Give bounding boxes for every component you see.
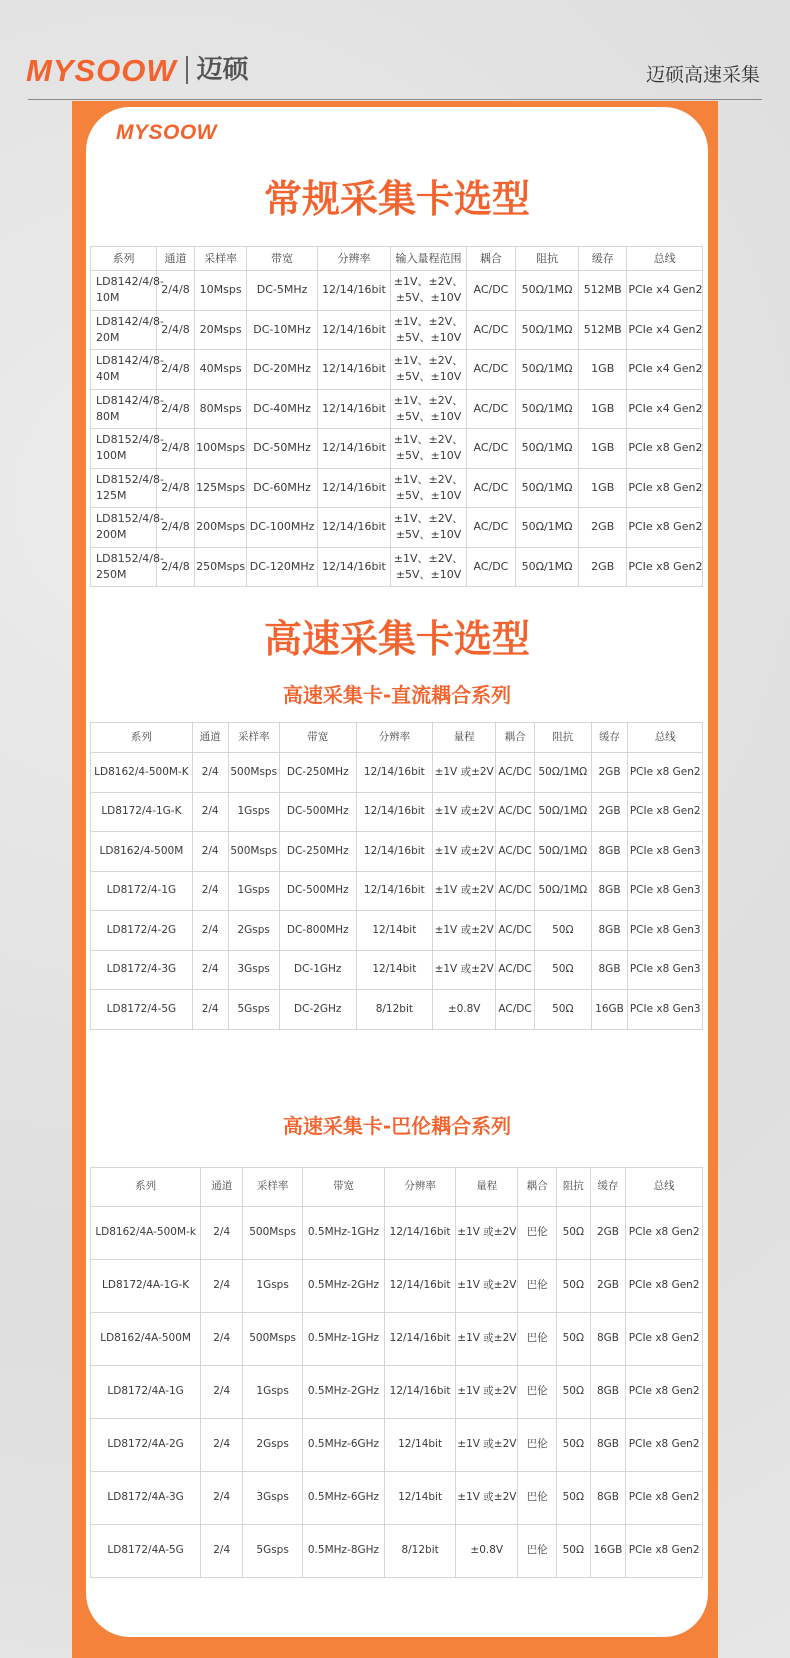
column-header: 通道 — [192, 723, 228, 753]
table-row — [91, 1260, 703, 1313]
column-header: 系列 — [91, 1168, 201, 1207]
table-cell: LD8172/4A-2G — [91, 1419, 201, 1472]
table-cell: 12/14/16bit — [317, 547, 390, 587]
table-cell: PCIe x8 Gen2 — [627, 468, 703, 508]
table-cell: LD8142/4/8-80M — [91, 389, 157, 429]
column-header: 采样率 — [228, 723, 279, 753]
card-logo: MYSOOW — [116, 121, 217, 144]
table-cell: 500Msps — [228, 832, 279, 872]
column-header: 系列 — [91, 247, 157, 271]
table-cell: DC-40MHz — [247, 389, 317, 429]
column-header: 耦合 — [518, 1168, 557, 1207]
table-cell: 8GB — [591, 911, 628, 951]
table-cell: AC/DC — [466, 429, 515, 469]
column-header: 采样率 — [243, 1168, 303, 1207]
table-cell: 50Ω/1MΩ — [534, 871, 591, 911]
table-cell: 2/4/8 — [157, 389, 195, 429]
table-cell: 5Gsps — [243, 1525, 303, 1578]
table-row — [91, 429, 703, 469]
table-cell: PCIe x8 Gen3 — [628, 950, 703, 990]
table-cell: DC-20MHz — [247, 350, 317, 390]
table-cell: 50Ω — [557, 1207, 591, 1260]
table-cell: LD8172/4-5G — [91, 990, 193, 1030]
table-cell: 12/14/16bit — [317, 350, 390, 390]
table-cell: 12/14/16bit — [384, 1313, 455, 1366]
table-cell: 2GB — [590, 1260, 626, 1313]
table-cell: 512MB — [579, 271, 627, 311]
column-header: 分辨率 — [384, 1168, 455, 1207]
table-cell: 2/4 — [192, 832, 228, 872]
table-cell: 2Gsps — [228, 911, 279, 951]
table-cell: AC/DC — [496, 990, 535, 1030]
table-cell: PCIe x8 Gen2 — [626, 1260, 703, 1313]
table-cell: 200Msps — [194, 508, 246, 548]
table-cell: LD8142/4/8-10M — [91, 271, 157, 311]
table-cell: 2/4 — [201, 1525, 243, 1578]
table-cell: 50Ω — [534, 990, 591, 1030]
table-cell: 2/4 — [201, 1419, 243, 1472]
t2-header-row — [91, 723, 703, 753]
table-cell: 10Msps — [194, 271, 246, 311]
table-cell: LD8172/4-3G — [91, 950, 193, 990]
table-cell: 12/14bit — [356, 950, 433, 990]
table-cell: AC/DC — [496, 832, 535, 872]
table-cell: ±0.8V — [456, 1525, 518, 1578]
table-cell: 8GB — [591, 950, 628, 990]
column-header: 通道 — [201, 1168, 243, 1207]
table-cell: ±1V、±2V、±5V、±10V — [391, 271, 467, 311]
table-cell: 12/14/16bit — [356, 792, 433, 832]
table-cell: PCIe x4 Gen2 — [627, 389, 703, 429]
table-cell: 2/4/8 — [157, 508, 195, 548]
table-cell: 2/4 — [201, 1366, 243, 1419]
table-row — [91, 1313, 703, 1366]
table-cell: 12/14/16bit — [317, 271, 390, 311]
table-cell: 8GB — [590, 1419, 626, 1472]
table-cell: LD8152/4/8-250M — [91, 547, 157, 587]
table-row — [91, 1419, 703, 1472]
table-cell: 50Ω — [557, 1472, 591, 1525]
column-header: 带宽 — [279, 723, 356, 753]
table-cell: AC/DC — [466, 350, 515, 390]
table-cell: 40Msps — [194, 350, 246, 390]
column-header: 耦合 — [466, 247, 515, 271]
column-header: 输入量程范围 — [391, 247, 467, 271]
table-cell: LD8172/4-1G-K — [91, 792, 193, 832]
table-cell: 12/14/16bit — [384, 1207, 455, 1260]
table-cell: 50Ω — [557, 1313, 591, 1366]
table-cell: LD8152/4/8-200M — [91, 508, 157, 548]
table-cell: AC/DC — [496, 792, 535, 832]
table-cell: 50Ω — [557, 1525, 591, 1578]
table-cell: ±1V、±2V、±5V、±10V — [391, 429, 467, 469]
table-cell: 2GB — [579, 547, 627, 587]
table-cell: 3Gsps — [243, 1472, 303, 1525]
table-cell: 1Gsps — [228, 871, 279, 911]
table-row — [91, 950, 703, 990]
table-cell: 0.5MHz-8GHz — [303, 1525, 385, 1578]
table-cell: LD8152/4/8-125M — [91, 468, 157, 508]
table-cell: 12/14/16bit — [384, 1260, 455, 1313]
table-cell: PCIe x8 Gen2 — [626, 1207, 703, 1260]
table-cell: 2/4 — [192, 792, 228, 832]
table-cell: LD8172/4-2G — [91, 911, 193, 951]
table-cell: 2/4/8 — [157, 429, 195, 469]
table-cell: AC/DC — [496, 871, 535, 911]
column-header: 分辨率 — [356, 723, 433, 753]
table-cell: PCIe x8 Gen2 — [626, 1472, 703, 1525]
table-cell: 2GB — [579, 508, 627, 548]
table-cell: DC-50MHz — [247, 429, 317, 469]
column-header: 系列 — [91, 723, 193, 753]
section3-subtitle: 高速采集卡-巴伦耦合系列 — [282, 1114, 512, 1138]
table-cell: 0.5MHz-1GHz — [303, 1207, 385, 1260]
table-cell: 2/4/8 — [157, 310, 195, 350]
table-cell: AC/DC — [466, 271, 515, 311]
table-cell: 0.5MHz-2GHz — [303, 1260, 385, 1313]
table-cell: PCIe x8 Gen2 — [626, 1525, 703, 1578]
table-cell: 2/4 — [201, 1472, 243, 1525]
column-header: 耦合 — [496, 723, 535, 753]
table-cell: AC/DC — [496, 753, 535, 793]
table-cell: 2GB — [591, 753, 628, 793]
table-cell: LD8172/4A-1G — [91, 1366, 201, 1419]
table-cell: 巴伦 — [518, 1207, 557, 1260]
table-cell: ±1V 或±2V — [456, 1472, 518, 1525]
table-cell: PCIe x8 Gen2 — [627, 547, 703, 587]
brand-logo — [26, 52, 249, 88]
table-cell: 50Ω — [557, 1419, 591, 1472]
table-cell: ±1V 或±2V — [433, 832, 496, 872]
table-cell: LD8172/4A-1G-K — [91, 1260, 201, 1313]
table-cell: 8GB — [590, 1313, 626, 1366]
table-cell: 12/14/16bit — [384, 1366, 455, 1419]
table-cell: 50Ω/1MΩ — [516, 350, 579, 390]
table-cell: 巴伦 — [518, 1525, 557, 1578]
table-row — [91, 1207, 703, 1260]
table-cell: 巴伦 — [518, 1472, 557, 1525]
table-cell: AC/DC — [466, 547, 515, 587]
table-row — [91, 1525, 703, 1578]
table-cell: 0.5MHz-2GHz — [303, 1366, 385, 1419]
header-title: 迈硕高速采集 — [645, 64, 760, 86]
table-cell: 2/4 — [192, 911, 228, 951]
table-row — [91, 792, 703, 832]
table-cell: PCIe x4 Gen2 — [627, 350, 703, 390]
table-cell: DC-100MHz — [247, 508, 317, 548]
column-header: 阻抗 — [516, 247, 579, 271]
table-cell: 8/12bit — [384, 1525, 455, 1578]
table-row — [91, 350, 703, 390]
table-cell: PCIe x8 Gen2 — [626, 1366, 703, 1419]
table-cell: AC/DC — [466, 508, 515, 548]
table-cell: LD8172/4-1G — [91, 871, 193, 911]
table-cell: ±1V 或±2V — [456, 1419, 518, 1472]
table-cell: PCIe x8 Gen2 — [626, 1419, 703, 1472]
table-cell: ±1V 或±2V — [456, 1366, 518, 1419]
table-cell: 16GB — [590, 1525, 626, 1578]
table-cell: DC-60MHz — [247, 468, 317, 508]
table-cell: DC-500MHz — [279, 871, 356, 911]
table-regular-cards — [90, 246, 703, 587]
table-cell: AC/DC — [496, 950, 535, 990]
table-cell: 巴伦 — [518, 1313, 557, 1366]
table-cell: LD8142/4/8-40M — [91, 350, 157, 390]
table-cell: PCIe x8 Gen3 — [628, 990, 703, 1030]
table-cell: 12/14/16bit — [317, 508, 390, 548]
table-row — [91, 871, 703, 911]
table-row — [91, 468, 703, 508]
table-cell: 50Ω/1MΩ — [534, 753, 591, 793]
section1-title: 常规采集卡选型 — [263, 177, 530, 221]
table-cell: PCIe x8 Gen3 — [628, 871, 703, 911]
table-cell: 50Ω — [557, 1366, 591, 1419]
table-row — [91, 547, 703, 587]
table-cell: AC/DC — [466, 389, 515, 429]
table-cell: DC-10MHz — [247, 310, 317, 350]
table-cell: 巴伦 — [518, 1260, 557, 1313]
column-header: 量程 — [433, 723, 496, 753]
column-header: 带宽 — [247, 247, 317, 271]
table-cell: 50Ω — [557, 1260, 591, 1313]
table-cell: 2/4 — [192, 990, 228, 1030]
column-header: 缓存 — [590, 1168, 626, 1207]
column-header: 阻抗 — [557, 1168, 591, 1207]
table-cell: ±0.8V — [433, 990, 496, 1030]
table-cell: 500Msps — [243, 1313, 303, 1366]
brand-logo-cn: 迈硕 — [196, 55, 249, 85]
table-cell: DC-250MHz — [279, 753, 356, 793]
column-header: 总线 — [628, 723, 703, 753]
t3-header-row — [91, 1168, 703, 1207]
table-cell: 12/14bit — [384, 1472, 455, 1525]
table-cell: 0.5MHz-1GHz — [303, 1313, 385, 1366]
table-cell: AC/DC — [496, 911, 535, 951]
table-cell: 2/4 — [201, 1260, 243, 1313]
table-row — [91, 508, 703, 548]
table-cell: 8GB — [591, 832, 628, 872]
table-cell: ±1V、±2V、±5V、±10V — [391, 310, 467, 350]
table-cell: 50Ω/1MΩ — [516, 468, 579, 508]
table-row — [91, 1366, 703, 1419]
column-header: 通道 — [157, 247, 195, 271]
table-cell: DC-120MHz — [247, 547, 317, 587]
table-cell: 2GB — [590, 1207, 626, 1260]
table-cell: ±1V 或±2V — [433, 911, 496, 951]
table-cell: ±1V、±2V、±5V、±10V — [391, 508, 467, 548]
table-cell: LD8172/4A-3G — [91, 1472, 201, 1525]
table-cell: 3Gsps — [228, 950, 279, 990]
table-dc-coupled — [90, 722, 703, 1030]
table-cell: DC-5MHz — [247, 271, 317, 311]
table-row — [91, 753, 703, 793]
table-cell: 2/4/8 — [157, 468, 195, 508]
table-cell: 1GB — [579, 429, 627, 469]
table-row — [91, 271, 703, 311]
table-cell: PCIe x4 Gen2 — [627, 271, 703, 311]
table-cell: 1Gsps — [243, 1366, 303, 1419]
table-cell: 1Gsps — [243, 1260, 303, 1313]
table-cell: 500Msps — [243, 1207, 303, 1260]
table-cell: PCIe x8 Gen2 — [627, 508, 703, 548]
table-cell: 2/4 — [201, 1313, 243, 1366]
table-cell: 2Gsps — [243, 1419, 303, 1472]
table-cell: 16GB — [591, 990, 628, 1030]
table-cell: DC-800MHz — [279, 911, 356, 951]
table-cell: 2/4/8 — [157, 547, 195, 587]
section2-title: 高速采集卡选型 — [263, 617, 530, 661]
table-cell: LD8162/4-500M — [91, 832, 193, 872]
table-cell: ±1V、±2V、±5V、±10V — [391, 350, 467, 390]
table-cell: 8GB — [590, 1472, 626, 1525]
table-cell: PCIe x8 Gen2 — [626, 1313, 703, 1366]
table-row — [91, 310, 703, 350]
section2-subtitle: 高速采集卡-直流耦合系列 — [282, 683, 512, 707]
table-cell: 50Ω/1MΩ — [516, 310, 579, 350]
table-cell: 512MB — [579, 310, 627, 350]
table-cell: 500Msps — [228, 753, 279, 793]
table-cell: ±1V 或±2V — [456, 1260, 518, 1313]
table-cell: 50Ω/1MΩ — [516, 547, 579, 587]
table-cell: DC-250MHz — [279, 832, 356, 872]
table-row — [91, 1472, 703, 1525]
table-cell: 100Msps — [194, 429, 246, 469]
header-divider — [28, 99, 762, 100]
table-cell: AC/DC — [466, 468, 515, 508]
column-header: 阻抗 — [534, 723, 591, 753]
table-cell: ±1V 或±2V — [433, 871, 496, 911]
table-cell: 80Msps — [194, 389, 246, 429]
table-cell: 1GB — [579, 468, 627, 508]
table-cell: 50Ω/1MΩ — [534, 792, 591, 832]
table-cell: 8GB — [591, 871, 628, 911]
table-cell: PCIe x8 Gen2 — [627, 429, 703, 469]
table-cell: LD8152/4/8-100M — [91, 429, 157, 469]
column-header: 带宽 — [303, 1168, 385, 1207]
table-cell: 20Msps — [194, 310, 246, 350]
table-cell: ±1V 或±2V — [433, 753, 496, 793]
table-cell: 1Gsps — [228, 792, 279, 832]
table-cell: 2/4 — [192, 950, 228, 990]
table-cell: ±1V、±2V、±5V、±10V — [391, 389, 467, 429]
table-cell: 50Ω/1MΩ — [516, 271, 579, 311]
table-cell: 50Ω/1MΩ — [516, 389, 579, 429]
table-cell: AC/DC — [466, 310, 515, 350]
table-cell: 2/4 — [201, 1207, 243, 1260]
column-header: 缓存 — [591, 723, 628, 753]
table-cell: 2/4/8 — [157, 350, 195, 390]
brand-logo-word: MYSOOW — [26, 52, 177, 88]
table-cell: PCIe x8 Gen3 — [628, 832, 703, 872]
table-cell: 50Ω — [534, 911, 591, 951]
table-cell: 1GB — [579, 389, 627, 429]
column-header: 分辨率 — [317, 247, 390, 271]
table-cell: PCIe x8 Gen3 — [628, 911, 703, 951]
table-cell: 125Msps — [194, 468, 246, 508]
table-cell: 50Ω/1MΩ — [516, 508, 579, 548]
table-cell: 12/14/16bit — [356, 832, 433, 872]
table-cell: DC-1GHz — [279, 950, 356, 990]
table-cell: 8GB — [590, 1366, 626, 1419]
table-cell: 50Ω — [534, 950, 591, 990]
table-cell: 0.5MHz-6GHz — [303, 1419, 385, 1472]
table-cell: 5Gsps — [228, 990, 279, 1030]
table-cell: 12/14/16bit — [356, 753, 433, 793]
table-cell: 0.5MHz-6GHz — [303, 1472, 385, 1525]
table-cell: 12/14/16bit — [317, 468, 390, 508]
table-cell: ±1V、±2V、±5V、±10V — [391, 547, 467, 587]
table-cell: DC-500MHz — [279, 792, 356, 832]
table-cell: 巴伦 — [518, 1419, 557, 1472]
table-cell: 12/14/16bit — [356, 871, 433, 911]
table-cell: 巴伦 — [518, 1366, 557, 1419]
table-cell: LD8172/4A-5G — [91, 1525, 201, 1578]
table-cell: 2/4 — [192, 871, 228, 911]
table-cell: 12/14bit — [356, 911, 433, 951]
table-cell: ±1V 或±2V — [456, 1207, 518, 1260]
table-cell: 50Ω/1MΩ — [534, 832, 591, 872]
table-cell: 1GB — [579, 350, 627, 390]
table-cell: LD8162/4A-500M-k — [91, 1207, 201, 1260]
table-cell: ±1V 或±2V — [433, 950, 496, 990]
column-header: 量程 — [456, 1168, 518, 1207]
table-row — [91, 832, 703, 872]
table-cell: 50Ω/1MΩ — [516, 429, 579, 469]
column-header: 总线 — [626, 1168, 703, 1207]
table-cell: 12/14/16bit — [317, 429, 390, 469]
table-cell: LD8162/4-500M-K — [91, 753, 193, 793]
table-balun-coupled — [90, 1167, 703, 1578]
column-header: 缓存 — [579, 247, 627, 271]
table-cell: PCIe x8 Gen2 — [628, 753, 703, 793]
table-cell: LD8162/4A-500M — [91, 1313, 201, 1366]
table-cell: 12/14/16bit — [317, 389, 390, 429]
table-cell: LD8142/4/8-20M — [91, 310, 157, 350]
table-cell: PCIe x4 Gen2 — [627, 310, 703, 350]
table-cell: 2/4/8 — [157, 271, 195, 311]
table-cell: 12/14/16bit — [317, 310, 390, 350]
column-header: 采样率 — [194, 247, 246, 271]
table-row — [91, 911, 703, 951]
table-cell: ±1V 或±2V — [433, 792, 496, 832]
table-cell: 2/4 — [192, 753, 228, 793]
table-row — [91, 990, 703, 1030]
table-cell: DC-2GHz — [279, 990, 356, 1030]
brand-logo-divider — [186, 56, 188, 84]
table-cell: 8/12bit — [356, 990, 433, 1030]
table-cell: 12/14bit — [384, 1419, 455, 1472]
t1-header-row — [91, 247, 703, 271]
table-cell: ±1V、±2V、±5V、±10V — [391, 468, 467, 508]
table-cell: 2GB — [591, 792, 628, 832]
page-header — [0, 0, 790, 100]
table-row — [91, 389, 703, 429]
table-cell: PCIe x8 Gen2 — [628, 792, 703, 832]
table-cell: ±1V 或±2V — [456, 1313, 518, 1366]
column-header: 总线 — [627, 247, 703, 271]
table-cell: 250Msps — [194, 547, 246, 587]
